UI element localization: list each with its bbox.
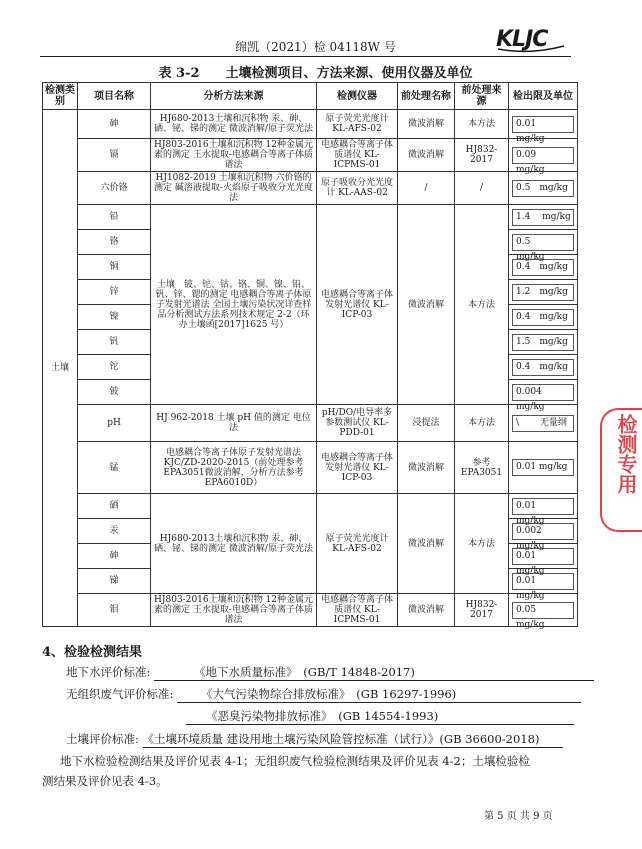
col-header: 前处理来源 — [455, 83, 509, 110]
table-row — [43, 405, 578, 442]
col-header: 检测仪器 — [317, 83, 398, 110]
method-cell: HJ803-2016土壤和沉积物 12种金属元素的测定 王水提取-电感耦合等离子体质谱法 — [151, 139, 317, 172]
limit-cell — [509, 205, 578, 230]
col-header: 分析方法来源 — [151, 83, 317, 110]
logo-text: KLJC — [496, 27, 548, 52]
limit-value: 1.4 mg/kg — [512, 209, 574, 226]
pretreatment-cell: 微波消解 — [398, 594, 455, 627]
item-name: 锰 — [78, 442, 151, 494]
pretreatment-source-cell: HJ832-2017 — [455, 139, 509, 172]
pretreatment-cell: 微波消解 — [398, 494, 455, 594]
limit-value: 0.01 mg/kg — [512, 573, 574, 590]
limit-value: 0.5 mg/kg — [512, 234, 574, 251]
category-cell: 土壤 — [43, 110, 78, 627]
item-name: 铬 — [78, 230, 151, 255]
air-standard-line-2 — [186, 708, 574, 725]
limit-value: 0.4 mg/kg — [512, 309, 574, 326]
limit-value: 0.05 mg/kg — [512, 602, 574, 619]
header-rule — [40, 56, 571, 57]
col-header: 检测类别 — [43, 83, 78, 110]
instrument-cell: 原子荧光光度计 KL-AFS-02 — [317, 110, 398, 139]
pretreatment-source-cell: HJ832-2017 — [455, 594, 509, 627]
item-name: 六价铬 — [78, 172, 151, 205]
soil-standard: 《土壤环境质量 建设用地土壤污染风险管控标准（试行）》(GB 36600-2018) — [143, 731, 563, 748]
pretreatment-source-cell: 本方法 — [455, 494, 509, 594]
limit-value: 1.2 mg/kg — [512, 284, 574, 301]
limit-value: 0.09 mg/kg — [512, 147, 574, 164]
groundwater-standard: 《地下水质量标准》 (GB/T 14848-2017) — [154, 664, 594, 681]
table-row — [43, 110, 578, 139]
limit-value: \ 无量纲 — [512, 415, 574, 432]
air-label: 无组织废气评价标准: — [66, 687, 174, 701]
limit-cell — [509, 330, 578, 355]
limit-value: 0.5 mg/kg — [512, 180, 574, 197]
instrument-cell: 原子荧光光度计 KL-AFS-02 — [317, 494, 398, 594]
pretreatment-cell: 浸提法 — [398, 405, 455, 442]
air-standard-line — [66, 686, 581, 703]
results-paragraph: 地下水检验检测结果及评价见表 4-1；无组织废气检验检测结果及评价见表 4-2；土壤检验检 — [60, 754, 530, 768]
limit-cell — [509, 355, 578, 380]
method-cell: 土壤 铍、铊、钴、铬、铜、镍、铅、钒、锌、锶的测定 电感耦合等离子体原子发射光谱法 全国土壤污染状况详查样品分析测试方法系列技术规定 2-2（环办土壤函[2017]1625 号） — [151, 205, 317, 405]
item-name: 硒 — [78, 494, 151, 519]
item-name: 钒 — [78, 330, 151, 355]
inspection-stamp: 检测专用 — [600, 408, 642, 532]
pretreatment-cell: / — [398, 172, 455, 205]
air-standard-1: 《大气污染物综合排放标准》 (GB 16297-1996) — [177, 686, 581, 703]
groundwater-label: 地下水评价标准: — [66, 665, 151, 679]
item-name: 铜 — [78, 255, 151, 280]
instrument-cell: 电感耦合等离子体发射光谱仪 KL-ICP-03 — [317, 442, 398, 494]
item-name: 镍 — [78, 305, 151, 330]
limit-value: 0.002 mg/kg — [512, 523, 574, 540]
table-row — [43, 172, 578, 205]
col-header: 检出限及单位 — [509, 83, 578, 110]
report-number: 绵凯（2021）检 04118W 号 — [235, 40, 396, 54]
pretreatment-source-cell: 参考 EPA3051 — [455, 442, 509, 494]
results-paragraph-cont: 测结果及评价见表 4-3。 — [42, 774, 168, 788]
detection-methods-table — [42, 82, 578, 630]
limit-value: 0.004 mg/kg — [512, 384, 574, 401]
table-row — [43, 594, 578, 627]
groundwater-standard-line — [66, 664, 594, 681]
limit-value: 0.4 mg/kg — [512, 259, 574, 276]
item-name: 砷 — [78, 110, 151, 139]
pretreatment-cell: 微波消解 — [398, 205, 455, 405]
pretreatment-cell: 微波消解 — [398, 139, 455, 172]
method-cell: HJ680-2013土壤和沉积物 汞、砷、硒、铋、锑的测定 微波消解/原子荧光法 — [151, 110, 317, 139]
table-row — [43, 205, 578, 230]
item-name: 汞 — [78, 519, 151, 544]
item-name: 钼 — [78, 594, 151, 627]
table-row — [43, 139, 578, 172]
method-cell: 电感耦合等离子体原子发射光谱法 KJC/ZD-2020-2015（前处理参考EPA3051微波消解，分析方法参考EPA6010D） — [151, 442, 317, 494]
item-name: 铍 — [78, 380, 151, 405]
company-logo — [494, 24, 566, 52]
table-title: 表 3-2 土壤检测项目、方法来源、使用仪器及单位 — [158, 66, 473, 81]
instrument-cell: 原子吸收分光光度计 KL-AAS-02 — [317, 172, 398, 205]
item-name: 砷 — [78, 544, 151, 569]
limit-value: 0.01 mg/kg — [512, 459, 574, 476]
limit-value: 1.5 mg/kg — [512, 334, 574, 351]
limit-cell — [509, 494, 578, 526]
limit-cell — [509, 110, 578, 144]
limit-value: 0.01 mg/kg — [512, 116, 574, 133]
soil-label: 土壤评价标准: — [66, 732, 139, 746]
limit-cell — [509, 230, 578, 262]
item-name: 铊 — [78, 355, 151, 380]
item-name: 铅 — [78, 205, 151, 230]
instrument-cell: 电感耦合等离子体质谱仪 KL-ICPMS-01 — [317, 139, 398, 172]
method-cell: HJ1082-2019 土壤和沉积物 六价铬的测定 碱溶液提取-火焰原子吸收分光光度法 — [151, 172, 317, 205]
limit-value: 0.4 mg/kg — [512, 359, 574, 376]
col-header: 项目名称 — [78, 83, 151, 110]
soil-standard-line — [66, 731, 563, 748]
item-name: 锑 — [78, 569, 151, 594]
instrument-cell: 电感耦合等离子体发射光谱仪 KL-ICP-03 — [317, 205, 398, 405]
table-header-row — [43, 83, 578, 110]
instrument-cell: 电感耦合等离子体质谱仪 KL-ICPMS-01 — [317, 594, 398, 627]
limit-value: 0.01 mg/kg — [512, 548, 574, 565]
pretreatment-source-cell: 本方法 — [455, 405, 509, 442]
limit-cell — [509, 280, 578, 305]
limit-cell — [509, 305, 578, 330]
pretreatment-cell: 微波消解 — [398, 442, 455, 494]
col-header: 前处理名称 — [398, 83, 455, 110]
table-row — [43, 442, 578, 494]
page-number: 第 5 页 共 9 页 — [484, 811, 553, 822]
limit-cell — [509, 442, 578, 494]
limit-value: 0.01 mg/kg — [512, 498, 574, 515]
pretreatment-source-cell: / — [455, 172, 509, 205]
item-name: 镉 — [78, 139, 151, 172]
method-cell: HJ 962-2018 土壤 pH 值的测定 电位法 — [151, 405, 317, 442]
pretreatment-cell: 微波消解 — [398, 110, 455, 139]
item-name: 锌 — [78, 280, 151, 305]
pretreatment-source-cell: 本方法 — [455, 205, 509, 405]
table-row — [43, 494, 578, 519]
method-cell: HJ680-2013土壤和沉积物 汞、砷、硒、铋、锑的测定 微波消解/原子荧光法 — [151, 494, 317, 594]
section-heading: 4、检验检测结果 — [42, 645, 143, 660]
air-standard-2: 《恶臭污染物排放标准》 (GB 14554-1993) — [186, 708, 574, 725]
item-name: pH — [78, 405, 151, 442]
pretreatment-source-cell: 本方法 — [455, 110, 509, 139]
instrument-cell: pH/DO/电导率多参数测试仪 KL-PDD-01 — [317, 405, 398, 442]
limit-cell — [509, 380, 578, 412]
method-cell: HJ803-2016土壤和沉积物 12种金属元素的测定 王水提取-电感耦合等离子体质谱法 — [151, 594, 317, 627]
